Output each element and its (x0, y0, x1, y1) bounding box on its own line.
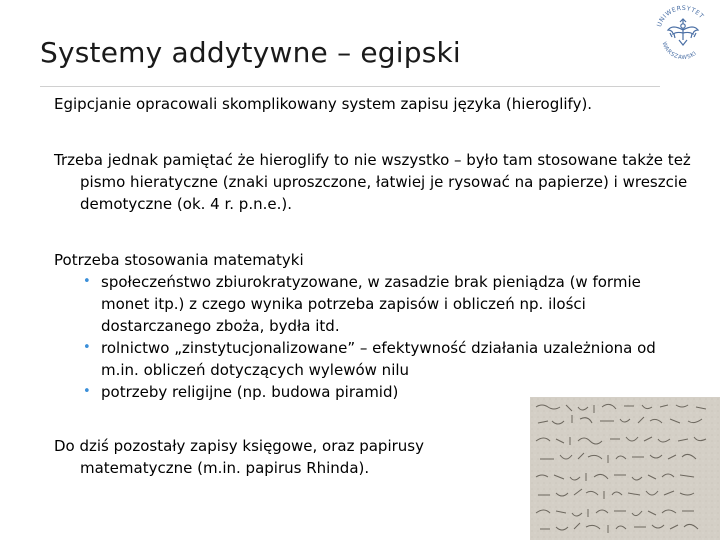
bullet-icon: • (83, 274, 91, 289)
paragraph-math-need: Potrzeba stosowania matematyki (54, 251, 304, 269)
university-logo (652, 2, 714, 64)
bullet-icon: • (83, 340, 91, 355)
list-item-text: potrzeby religijne (np. budowa piramid) (101, 383, 399, 401)
bullet-icon: • (83, 384, 91, 399)
rhind-papyrus-image (530, 397, 720, 540)
paragraph-scripts: Trzeba jednak pamiętać że hieroglify to nie wszystko – było tam stosowane także też pismo hieratyczne (znaki uproszczone, łatwiej je rysować na papierze) i wreszcie demotyczne (ok. 4 r. p.n.e.). (54, 151, 691, 213)
paragraph-hieroglyphs: Egipcjanie opracowali skomplikowany system zapisu języka (hieroglify). (54, 95, 593, 113)
svg-text:UNIWERSYTET: UNIWERSYTET (655, 4, 706, 28)
list-item-text: społeczeństwo zbiurokratyzowane, w zasadzie brak pieniądza (w formie monet itp.) z czego wynika potrzeba zapisów i obliczeń np. ilości dostarczanego zboża, bydła itd. (101, 273, 641, 335)
list-item (81, 337, 681, 381)
title-divider (40, 86, 660, 87)
list-item (81, 271, 681, 337)
paragraph-records: Do dziś pozostały zapisy księgowe, oraz papirusy matematyczne (m.in. papirus Rhinda). (54, 437, 424, 477)
svg-text:WARSZAWSKI: WARSZAWSKI (660, 41, 699, 62)
slide-title: Systemy addytywne – egipski (40, 36, 461, 69)
math-needs-list (81, 271, 681, 403)
list-item-text: rolnictwo „zinstytucjonalizowane” – efektywność działania uzależniona od m.in. obliczeń dotyczących wylewów nilu (101, 339, 656, 379)
